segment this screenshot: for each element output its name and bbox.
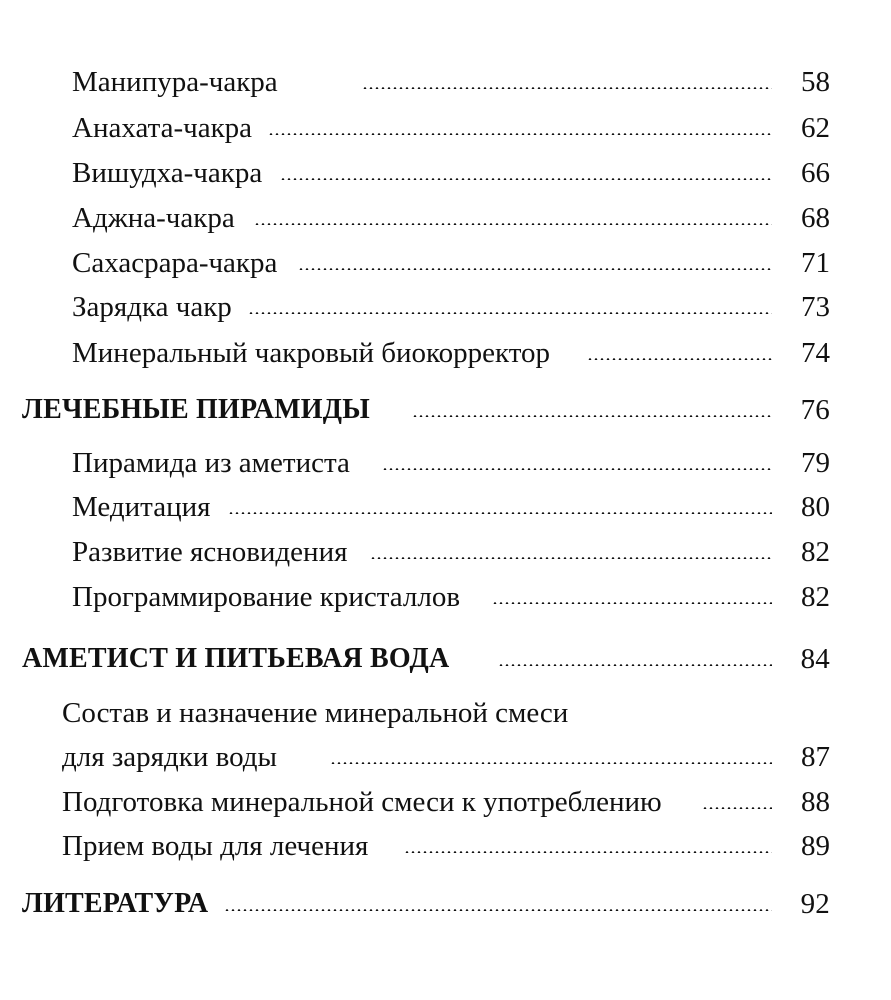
toc-entry-page: 88 (801, 786, 830, 818)
toc-section-heading (22, 639, 830, 679)
toc-entry-title: ЛЕЧЕБНЫЕ ПИРАМИДЫ (22, 390, 376, 430)
toc-entry (72, 198, 830, 238)
toc-entry-title: Минеральный чакровый биокорректор (72, 333, 556, 373)
toc-entry-title: ЛИТЕРАТУРА (22, 884, 214, 924)
toc-entry-page: 80 (801, 491, 830, 523)
toc-entry-page: 82 (801, 581, 830, 613)
toc-entry (72, 153, 830, 193)
toc-leader-dots (370, 557, 772, 559)
toc-leader-dots (248, 312, 772, 314)
toc-leader-dots (362, 87, 772, 89)
toc-leader-dots (382, 468, 772, 470)
toc-entry-page: 87 (801, 741, 830, 773)
toc-entry (72, 487, 830, 527)
toc-leader-dots (228, 512, 772, 514)
toc-section-heading (22, 884, 830, 924)
toc-leader-dots (280, 178, 772, 180)
toc-leader-dots (492, 602, 772, 604)
toc-leader-dots (254, 223, 772, 225)
toc-leader-dots (498, 664, 772, 666)
toc-entry (72, 108, 830, 148)
toc-entry (72, 532, 830, 572)
toc-entry (62, 693, 830, 733)
toc-entry-title: Медитация (72, 487, 216, 527)
toc-entry (72, 577, 830, 617)
toc-leader-dots (404, 851, 772, 853)
toc-entry (72, 287, 830, 327)
toc-leader-dots (587, 358, 772, 360)
toc-entry (72, 62, 830, 102)
toc-entry-page: 82 (801, 536, 830, 568)
toc-entry-title: Аджна-чакра (72, 198, 241, 238)
toc-entry-page: 92 (800, 888, 830, 920)
toc-entry-title: Состав и назначение минеральной смеси (62, 693, 574, 733)
toc-leader-dots (268, 133, 772, 135)
toc-entry-page: 89 (801, 830, 830, 862)
toc-section-heading (22, 390, 830, 430)
toc-entry-page: 58 (801, 66, 830, 98)
toc-leader-dots (298, 268, 772, 270)
toc-entry-page: 68 (801, 202, 830, 234)
toc-leader-dots (702, 807, 772, 809)
toc-entry (62, 826, 830, 866)
toc-entry-title: Сахасрара-чакра (72, 243, 283, 283)
toc-entry (62, 782, 830, 822)
toc-entry-title: Вишудха-чакра (72, 153, 268, 193)
toc-leader-dots (412, 415, 772, 417)
toc-entry-title: Пирамида из аметиста (72, 443, 356, 483)
toc-entry-title: Анахата-чакра (72, 108, 258, 148)
toc-entry-title: Развитие ясновидения (72, 532, 353, 572)
toc-entry (62, 737, 830, 777)
toc-entry (72, 333, 830, 373)
toc-entry-page: 62 (801, 112, 830, 144)
toc-leader-dots (330, 762, 772, 764)
toc-entry-title: Манипура-чакра (72, 62, 284, 102)
toc-entry-page: 79 (801, 447, 830, 479)
toc-entry-page: 71 (801, 247, 830, 279)
toc-entry-title: Зарядка чакр (72, 287, 238, 327)
toc-leader-dots (224, 909, 772, 911)
toc-entry-title: для зарядки воды (62, 737, 283, 777)
toc-entry-title: Программирование кристаллов (72, 577, 466, 617)
toc-entry (72, 243, 830, 283)
toc-entry-title: Подготовка минеральной смеси к употреблению (62, 782, 668, 822)
toc-entry-title: Прием воды для лечения (62, 826, 374, 866)
toc-entry-page: 76 (800, 394, 830, 426)
toc-entry-page: 73 (801, 291, 830, 323)
toc-entry (72, 443, 830, 483)
toc-entry-page: 74 (801, 337, 830, 369)
toc-entry-page: 84 (800, 643, 830, 675)
toc-entry-title: АМЕТИСТ И ПИТЬЕВАЯ ВОДА (22, 639, 455, 679)
toc-entry-page: 66 (801, 157, 830, 189)
